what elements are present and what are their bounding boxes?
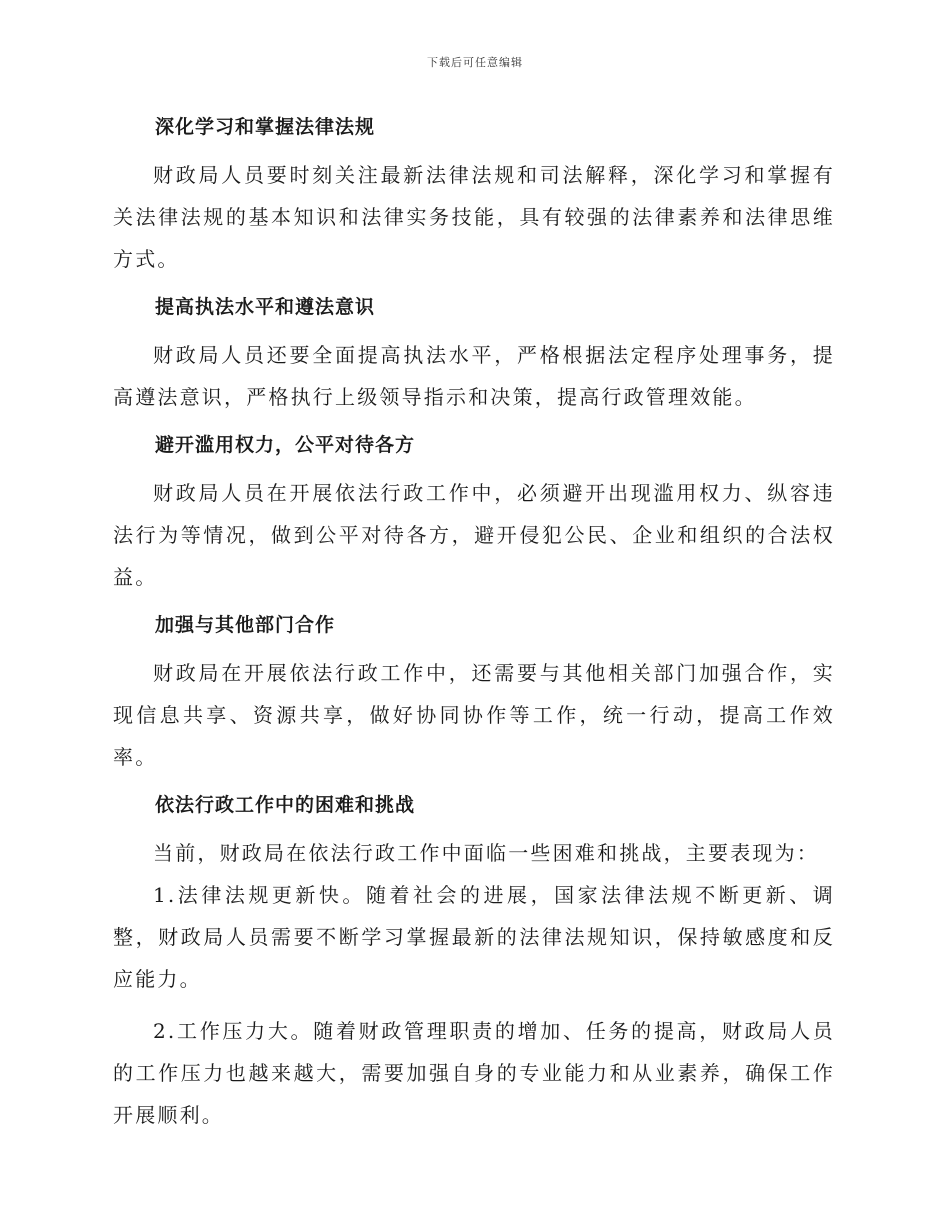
document-body xyxy=(113,110,835,1136)
section-paragraph: 财政局人员在开展依法行政工作中，必须避开出现滥用权力、纵容违法行为等情况，做到公平对待各方，避开侵犯公民、企业和组织的合法权益。 xyxy=(113,481,835,589)
section-heading: 加强与其他部门合作 xyxy=(155,614,336,636)
section-heading: 深化学习和掌握法律法规 xyxy=(155,116,376,138)
section-heading: 提高执法水平和遵法意识 xyxy=(155,296,376,318)
section-heading: 避开滥用权力，公平对待各方 xyxy=(155,434,416,456)
section-paragraph: 财政局在开展依法行政工作中，还需要与其他相关部门加强合作，实现信息共享、资源共享，做好协同协作等工作，统一行动，提高工作效率。 xyxy=(113,661,835,769)
page-header: 下载后可任意编辑 xyxy=(427,56,523,69)
section-paragraph: 财政局人员要时刻关注最新法律法规和司法解释，深化学习和掌握有关法律法规的基本知识和法律实务技能，具有较强的法律素养和法律思维方式。 xyxy=(113,163,835,271)
list-item: 1.法律法规更新快。随着社会的进展，国家法律法规不断更新、调整，财政局人员需要不断学习掌握最新的法律法规知识，保持敏感度和反应能力。 xyxy=(113,883,835,991)
section-paragraph: 当前，财政局在依法行政工作中面临一些困难和挑战，主要表现为： xyxy=(153,841,819,865)
section-paragraph: 财政局人员还要全面提高执法水平，严格根据法定程序处理事务，提高遵法意识，严格执行上级领导指示和决策，提高行政管理效能。 xyxy=(113,343,835,409)
list-item: 2.工作压力大。随着财政管理职责的增加、任务的提高，财政局人员的工作压力也越来越大，需要加强自身的专业能力和从业素养，确保工作开展顺利。 xyxy=(113,1019,835,1127)
section-heading: 依法行政工作中的困难和挑战 xyxy=(155,794,416,816)
